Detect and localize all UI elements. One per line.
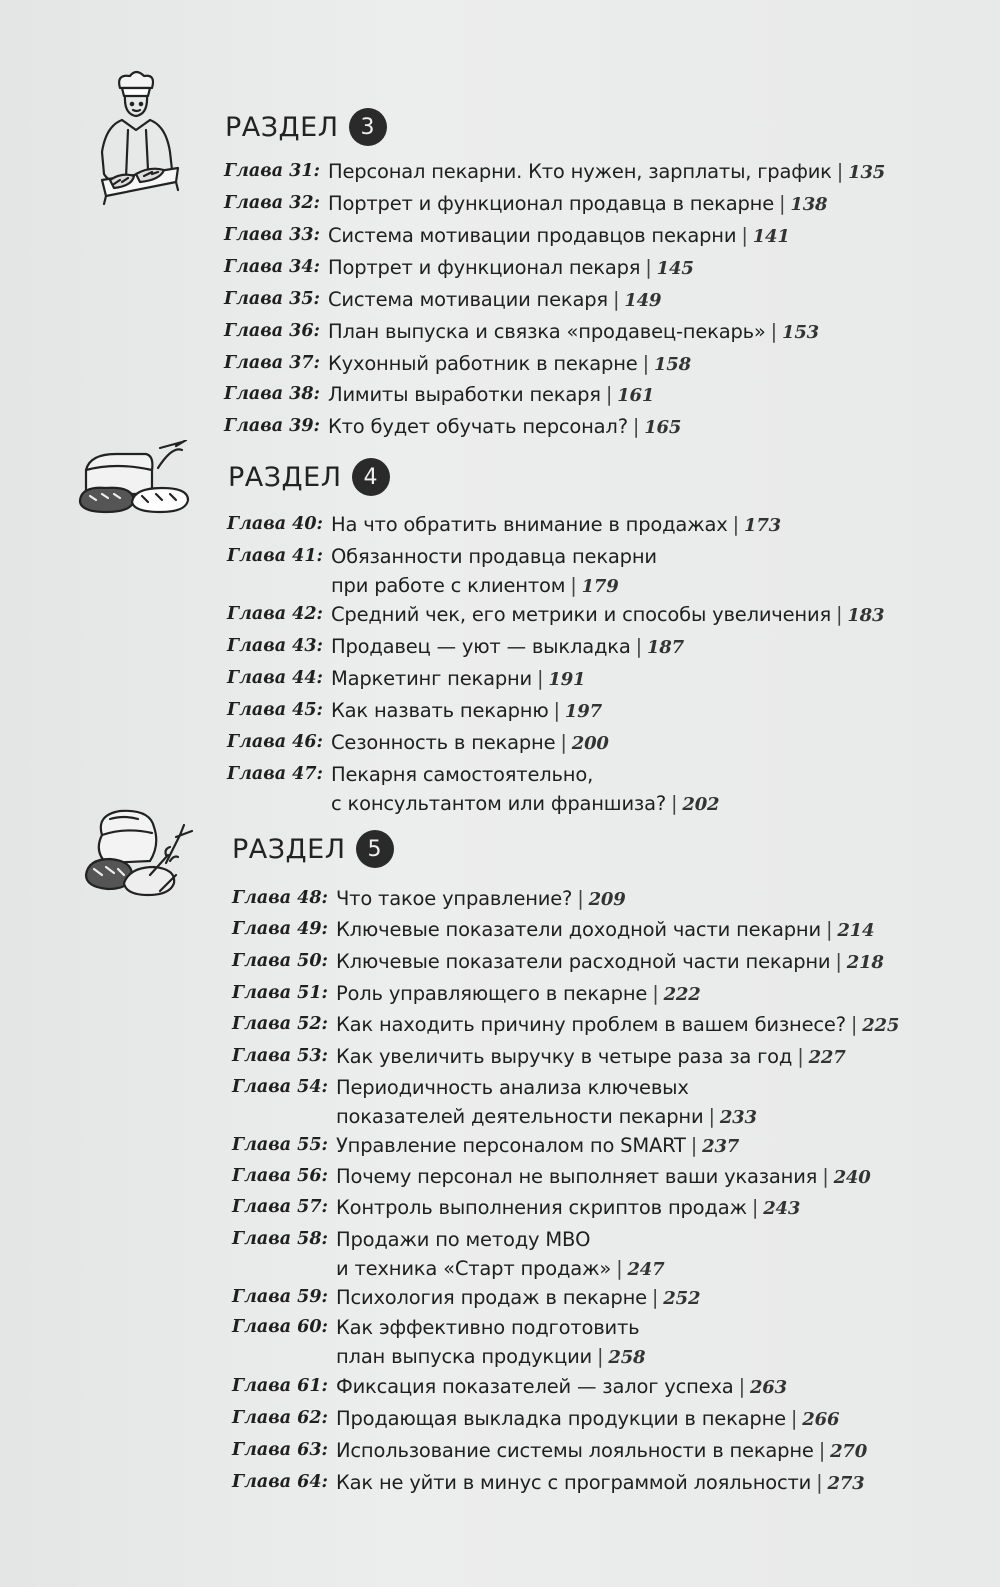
page-separator: |	[836, 160, 844, 183]
chapter-title-line	[331, 760, 719, 789]
page-number: 270	[830, 1441, 868, 1462]
chapter-label: Глава 37:	[224, 353, 320, 373]
page-number: 191	[548, 669, 586, 690]
page-separator: |	[645, 256, 652, 279]
chapter-title-line	[336, 1225, 664, 1254]
chapter-title	[331, 664, 585, 694]
page-number: 225	[862, 1015, 900, 1036]
chapter-title-text: Пекарня самостоятельно,	[331, 763, 594, 786]
page-number: 161	[617, 385, 655, 406]
chapter-title-text: Ключевые показатели доходной части пекарни	[336, 918, 821, 941]
toc-entry	[232, 1404, 839, 1434]
page-separator: |	[751, 1196, 759, 1219]
page-separator: |	[797, 1045, 804, 1068]
chapter-title-line	[331, 571, 657, 601]
chapter-label: Глава 47:	[227, 764, 323, 784]
chapter-title	[331, 542, 657, 601]
chapter-label: Глава 53:	[232, 1046, 328, 1066]
page-number: 233	[719, 1107, 757, 1128]
chapter-title-line	[331, 664, 585, 694]
toc-entry	[232, 979, 701, 1009]
chapter-title-line	[336, 1073, 757, 1102]
chapter-title-text: Средний чек, его метрики и способы увеличения	[331, 603, 831, 626]
chapter-title	[336, 1313, 645, 1372]
section-number-badge: 3	[349, 108, 387, 146]
chapter-label: Глава 55:	[232, 1135, 328, 1155]
chapter-title-text: с консультантом или франшиза?	[331, 792, 666, 815]
toc-entry	[232, 1131, 739, 1161]
chapter-title-text: Сезонность в пекарне	[331, 731, 556, 754]
page-separator: |	[850, 1013, 858, 1036]
chapter-label: Глава 64:	[232, 1472, 328, 1492]
chapter-label: Глава 43:	[227, 636, 323, 656]
toc-entry	[224, 380, 654, 410]
chapter-title-line	[328, 253, 694, 283]
toc-entry	[224, 285, 661, 315]
page-number: 135	[848, 162, 886, 183]
toc-entry	[227, 600, 884, 630]
chapter-title-line	[336, 1342, 645, 1372]
toc-entry	[232, 1468, 865, 1498]
page-number: 197	[564, 701, 602, 722]
toc-entry	[224, 317, 819, 347]
page-separator: |	[770, 320, 778, 343]
chapter-title	[336, 1131, 739, 1161]
chapter-title-text: Как находить причину проблем в вашем бизнесе?	[336, 1013, 846, 1036]
chapter-label: Глава 58:	[232, 1229, 328, 1249]
page-separator: |	[818, 1439, 826, 1462]
section-5-header	[232, 830, 394, 868]
chapter-title-line	[328, 317, 819, 347]
chapter-title	[328, 253, 694, 283]
page-separator: |	[835, 950, 842, 973]
chapter-title	[328, 189, 827, 219]
chapter-label: Глава 45:	[227, 700, 323, 720]
chapter-title-line	[336, 884, 626, 914]
page-number: 247	[627, 1259, 665, 1280]
toc-entry	[232, 1436, 867, 1466]
section-title: РАЗДЕЛ	[225, 111, 339, 143]
baker-icon	[92, 70, 187, 210]
toc-entry	[232, 1372, 787, 1402]
section-number-badge: 4	[352, 458, 390, 496]
chapter-title	[328, 380, 654, 410]
chapter-label: Глава 39:	[224, 416, 320, 436]
chapter-label: Глава 62:	[232, 1408, 328, 1428]
chapter-title	[328, 317, 819, 347]
chapter-label: Глава 33:	[224, 225, 320, 245]
chapter-title-line	[328, 157, 885, 187]
chapter-label: Глава 35:	[224, 289, 320, 309]
page-number: 209	[588, 889, 626, 910]
page-separator: |	[816, 1471, 823, 1494]
chapter-label: Глава 46:	[227, 732, 323, 752]
page-number: 200	[571, 733, 609, 754]
toc-entry	[224, 157, 885, 187]
page-number: 141	[752, 226, 790, 247]
page-number: 222	[663, 984, 701, 1005]
chapter-label: Глава 36:	[224, 321, 320, 341]
chapter-title-line	[331, 632, 684, 662]
chapter-label: Глава 42:	[227, 604, 323, 624]
toc-entry	[232, 1283, 700, 1313]
page-separator: |	[635, 635, 642, 658]
toc-entry	[232, 1073, 757, 1132]
chapter-title	[336, 1404, 839, 1434]
chapter-title-text: Кухонный работник в пекарне	[328, 352, 638, 375]
chapter-title-line	[336, 1010, 899, 1040]
toc-entry	[224, 412, 681, 442]
chapter-title-text: план выпуска продукции	[336, 1345, 593, 1368]
chapter-label: Глава 38:	[224, 384, 320, 404]
page-number: 158	[653, 354, 691, 375]
chapter-label: Глава 50:	[232, 951, 328, 971]
chapter-title-text: Кто будет обучать персонал?	[328, 415, 628, 438]
flour-sack-bread-icon	[80, 805, 200, 900]
chapter-label: Глава 60:	[232, 1317, 328, 1337]
chapter-title	[336, 1042, 846, 1072]
chapter-label: Глава 51:	[232, 983, 328, 1003]
chapter-title-text: Периодичность анализа ключевых	[336, 1076, 689, 1099]
chapter-title-line	[336, 1372, 787, 1402]
chapter-title	[336, 1436, 867, 1466]
page-separator: |	[632, 415, 640, 438]
toc-entry	[227, 760, 719, 819]
page-separator: |	[642, 352, 649, 375]
chapter-title-text: Продающая выкладка продукции в пекарне	[336, 1407, 786, 1430]
chapter-title-line	[328, 189, 827, 219]
chapter-title	[336, 979, 701, 1009]
page-number: 258	[608, 1347, 646, 1368]
toc-entry	[224, 221, 790, 251]
page-number: 149	[624, 290, 662, 311]
page-separator: |	[560, 731, 567, 754]
chapter-title-text: Продажи по методу МВО	[336, 1228, 591, 1251]
chapter-title-text: показателей деятельности пекарни	[336, 1105, 704, 1128]
chapter-title-text: Система мотивации продавцов пекарни	[328, 224, 737, 247]
chapter-title	[336, 884, 626, 914]
page-separator: |	[612, 288, 620, 311]
chapter-title-line	[328, 412, 681, 442]
chapter-label: Глава 54:	[232, 1077, 328, 1097]
chapter-title-line	[328, 221, 790, 251]
toc-entry	[232, 1193, 800, 1223]
chapter-label: Глава 41:	[227, 546, 323, 566]
chapter-title-text: Обязанности продавца пекарни	[331, 545, 657, 568]
page-number: 252	[663, 1288, 701, 1309]
chapter-title-line	[331, 542, 657, 571]
chapter-title	[336, 1073, 757, 1132]
chapter-title	[331, 600, 884, 630]
toc-entry	[227, 632, 684, 662]
page-number: 173	[744, 515, 781, 536]
chapter-title-line	[331, 728, 609, 758]
toc-entry	[232, 947, 884, 977]
page-number: 237	[702, 1136, 740, 1157]
chapter-title	[331, 728, 609, 758]
chapter-title-text: Психология продаж в пекарне	[336, 1286, 647, 1309]
chapter-label: Глава 63:	[232, 1440, 328, 1460]
chapter-title-text: Как не уйти в минус с программой лояльности	[336, 1471, 812, 1494]
chapter-label: Глава 57:	[232, 1197, 328, 1217]
page-separator: |	[690, 1134, 698, 1157]
page-separator: |	[708, 1105, 715, 1128]
section-number-badge: 5	[356, 830, 394, 868]
chapter-label: Глава 59:	[232, 1287, 328, 1307]
page-separator: |	[835, 603, 843, 626]
chapter-title-text: Как увеличить выручку в четыре раза за год	[336, 1045, 793, 1068]
page-number: 202	[682, 794, 720, 815]
page-number: 266	[802, 1409, 840, 1430]
chapter-label: Глава 34:	[224, 257, 320, 277]
chapter-label: Глава 44:	[227, 668, 323, 688]
page-separator: |	[671, 792, 678, 815]
page-separator: |	[651, 1286, 659, 1309]
page-separator: |	[822, 1165, 829, 1188]
page-separator: |	[616, 1257, 623, 1280]
toc-entry	[227, 542, 657, 601]
chapter-title-line	[336, 1283, 700, 1313]
toc-entry	[224, 253, 694, 283]
chapter-title-line	[336, 947, 884, 977]
chapter-title-line	[336, 1162, 871, 1192]
page-number: 179	[581, 576, 619, 597]
toc-entry	[232, 1162, 871, 1192]
chapter-title	[336, 1193, 800, 1223]
chapter-title	[331, 760, 719, 819]
chapter-title-line	[331, 510, 781, 540]
chapter-title-text: Использование системы лояльности в пекарне	[336, 1439, 814, 1462]
page-number: 273	[827, 1473, 865, 1494]
chapter-title	[336, 1225, 664, 1284]
chapter-title-line	[328, 349, 691, 379]
chapter-title-text: Как эффективно подготовить	[336, 1316, 640, 1339]
chapter-title-line	[336, 1313, 645, 1342]
toc-entry	[232, 884, 626, 914]
chapter-title-text: Лимиты выработки пекаря	[328, 383, 601, 406]
chapter-title	[328, 221, 790, 251]
toc-entry	[227, 728, 609, 758]
page-number: 263	[749, 1377, 787, 1398]
page-number: 214	[837, 920, 875, 941]
chapter-title-text: Почему персонал не выполняет ваши указания	[336, 1165, 818, 1188]
toc-entry	[232, 1313, 645, 1372]
chapter-title-line	[336, 1042, 846, 1072]
chapter-title-text: Система мотивации пекаря	[328, 288, 608, 311]
page-separator: |	[652, 982, 659, 1005]
chapter-label: Глава 48:	[232, 888, 328, 908]
page-number: 138	[790, 194, 828, 215]
chapter-title	[336, 915, 874, 945]
chapter-title-text: Ключевые показатели расходной части пекарни	[336, 950, 831, 973]
chapter-title	[328, 349, 691, 379]
chapter-title-text: при работе с клиентом	[331, 574, 566, 597]
toc-entry	[227, 510, 781, 540]
page-separator: |	[779, 192, 786, 215]
chapter-title-line	[336, 1404, 839, 1434]
chapter-title-line	[336, 1102, 757, 1132]
chapter-title	[336, 1010, 899, 1040]
page-number: 153	[782, 322, 820, 343]
toc-entry	[224, 189, 827, 219]
page-number: 145	[656, 258, 694, 279]
chapter-label: Глава 56:	[232, 1166, 328, 1186]
chapter-title-line	[328, 380, 654, 410]
toc-entry	[232, 1010, 899, 1040]
bread-loaves-icon	[76, 440, 196, 520]
section-3-header	[225, 108, 387, 146]
chapter-title-text: Продавец — уют — выкладка	[331, 635, 631, 658]
page-separator: |	[577, 887, 584, 910]
chapter-title-text: Фиксация показателей — залог успеха	[336, 1375, 734, 1398]
toc-entry	[227, 696, 602, 726]
chapter-label: Глава 31:	[224, 161, 320, 181]
chapter-label: Глава 32:	[224, 193, 320, 213]
page-number: 165	[644, 417, 682, 438]
chapter-title-line	[336, 1193, 800, 1223]
chapter-label: Глава 61:	[232, 1376, 328, 1396]
chapter-label: Глава 49:	[232, 919, 328, 939]
chapter-title-text: Контроль выполнения скриптов продаж	[336, 1196, 747, 1219]
page-separator: |	[825, 918, 833, 941]
page-separator: |	[597, 1345, 604, 1368]
chapter-title-text: Как назвать пекарню	[331, 699, 549, 722]
chapter-title	[328, 412, 681, 442]
toc-entry	[227, 664, 585, 694]
page-separator: |	[790, 1407, 798, 1430]
chapter-label: Глава 40:	[227, 514, 323, 534]
chapter-title-text: Портрет и функционал пекаря	[328, 256, 641, 279]
page-number: 240	[833, 1167, 871, 1188]
page-number: 243	[763, 1198, 801, 1219]
chapter-title-text: Управление персоналом по SMART	[336, 1134, 686, 1157]
page-number: 187	[646, 637, 684, 658]
chapter-title-text: Что такое управление?	[336, 887, 573, 910]
chapter-title-text: Портрет и функционал продавца в пекарне	[328, 192, 775, 215]
section-title: РАЗДЕЛ	[232, 833, 346, 865]
chapter-title-text: Роль управляющего в пекарне	[336, 982, 648, 1005]
toc-entry	[232, 915, 874, 945]
chapter-title-line	[336, 1468, 865, 1498]
page-separator: |	[605, 383, 613, 406]
chapter-title-text: и техника «Старт продаж»	[336, 1257, 612, 1280]
page-separator: |	[741, 224, 748, 247]
toc-entry	[232, 1225, 664, 1284]
chapter-title	[336, 1162, 871, 1192]
chapter-title-line	[336, 979, 701, 1009]
chapter-title	[331, 632, 684, 662]
section-title: РАЗДЕЛ	[228, 461, 342, 493]
chapter-title-line	[328, 285, 661, 315]
chapter-title	[328, 285, 661, 315]
section-4-header	[228, 458, 390, 496]
chapter-title	[328, 157, 885, 187]
chapter-title	[336, 1283, 700, 1313]
chapter-title-line	[331, 696, 602, 726]
page-separator: |	[732, 513, 739, 536]
chapter-title	[336, 1468, 865, 1498]
chapter-title-text: План выпуска и связка «продавец-пекарь»	[328, 320, 766, 343]
toc-entry	[224, 349, 691, 379]
chapter-title-line	[336, 1436, 867, 1466]
chapter-title-text: Персонал пекарни. Кто нужен, зарплаты, график	[328, 160, 832, 183]
chapter-title-line	[331, 789, 719, 819]
page-number: 218	[846, 952, 884, 973]
toc-entry	[232, 1042, 846, 1072]
chapter-title-text: На что обратить внимание в продажах	[331, 513, 728, 536]
chapter-label: Глава 52:	[232, 1014, 328, 1034]
chapter-title-line	[336, 1254, 664, 1284]
chapter-title	[336, 1372, 787, 1402]
chapter-title	[336, 947, 884, 977]
page-separator: |	[570, 574, 577, 597]
chapter-title	[331, 696, 602, 726]
chapter-title	[331, 510, 781, 540]
page-number: 183	[847, 605, 885, 626]
chapter-title-line	[331, 600, 884, 630]
page-separator: |	[537, 667, 544, 690]
page-separator: |	[553, 699, 560, 722]
chapter-title-line	[336, 915, 874, 945]
page-number: 227	[808, 1047, 846, 1068]
page-separator: |	[738, 1375, 745, 1398]
chapter-title-line	[336, 1131, 739, 1161]
chapter-title-text: Маркетинг пекарни	[331, 667, 533, 690]
